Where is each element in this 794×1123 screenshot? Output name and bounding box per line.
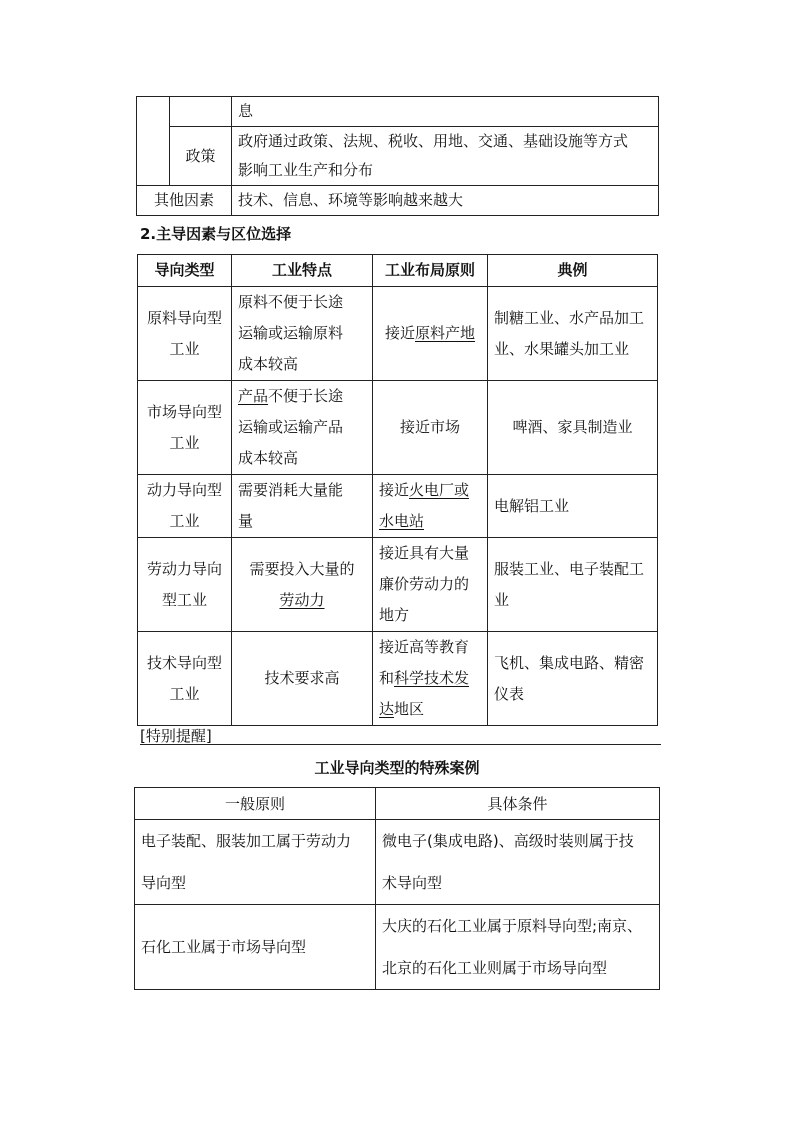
table-row <box>138 381 658 475</box>
type-line: 工业 <box>169 684 200 703</box>
principle-line <box>379 663 481 694</box>
header-example: 典例 <box>488 255 658 287</box>
feature-text: 不便于长途 <box>268 387 344 405</box>
section-heading: 2.主导因素与区位选择 <box>140 225 292 243</box>
principle-line: 地方 <box>379 606 410 624</box>
policy-label: 政策 <box>170 127 232 186</box>
feature-cell <box>232 287 373 381</box>
header-specific-condition: 具体条件 <box>376 788 660 820</box>
other-factors-label: 其他因素 <box>137 186 232 216</box>
example-cell <box>488 632 658 726</box>
principle-line: 导向型 <box>141 874 187 892</box>
table-row <box>135 905 660 990</box>
example-cell: 电解铝工业 <box>488 475 658 538</box>
type-line: 型工业 <box>161 590 207 609</box>
special-cases-table <box>134 787 660 990</box>
policy-text-line: 影响工业生产和分布 <box>238 161 374 179</box>
condition-cell <box>376 905 660 990</box>
feature-underlined: 劳动力 <box>279 590 325 609</box>
condition-line: 北京的石化工业则属于市场导向型 <box>382 959 608 977</box>
type-cell <box>138 632 232 726</box>
type-line: 技术导向型 <box>146 653 222 672</box>
condition-line: 微电子(集成电路)、高级时装则属于技 <box>382 832 634 850</box>
header-feature: 工业特点 <box>232 255 373 287</box>
feature-line: 成本较高 <box>238 355 299 373</box>
header-general-principle: 一般原则 <box>135 788 376 820</box>
principle-text: 接近 <box>379 481 410 499</box>
feature-cell <box>232 381 373 475</box>
special-reminder-label: [特别提醒] <box>140 726 661 745</box>
factors-table-continued <box>136 96 659 216</box>
table-row <box>138 475 658 538</box>
other-factors-text: 技术、信息、环境等影响越来越大 <box>232 186 659 216</box>
feature-line: 运输或运输原料 <box>238 324 344 342</box>
principle-line <box>379 475 481 506</box>
feature-line: 成本较高 <box>238 449 299 467</box>
principle-cell <box>373 538 488 632</box>
principle-underlined: 达 <box>379 700 395 718</box>
principle-line: 接近具有大量 <box>379 544 470 562</box>
table-row <box>138 287 658 381</box>
type-line: 劳动力导向 <box>146 559 222 578</box>
policy-text-line: 政府通过政策、法规、税收、用地、交通、基础设施等方式 <box>238 132 629 150</box>
type-cell <box>138 381 232 475</box>
merged-cell-left <box>137 97 170 186</box>
feature-line: 运输或运输产品 <box>238 418 344 436</box>
principle-cell: 接近市场 <box>373 381 488 475</box>
example-line: 仪表 <box>494 684 525 703</box>
example-cell: 啤酒、家具制造业 <box>488 381 658 475</box>
type-line: 原料导向型 <box>146 308 222 327</box>
type-line: 工业 <box>169 512 200 530</box>
condition-cell <box>376 820 660 905</box>
policy-text <box>232 127 659 186</box>
principle-line <box>379 694 481 725</box>
principle-cell <box>135 820 376 905</box>
header-principle: 工业布局原则 <box>373 255 488 287</box>
feature-line: 需要消耗大量能 <box>238 481 344 499</box>
continued-text: 息 <box>232 97 659 127</box>
principle-cell <box>373 632 488 726</box>
type-line: 动力导向型 <box>146 481 222 499</box>
type-cell <box>138 538 232 632</box>
feature-line: 需要投入大量的 <box>249 559 355 578</box>
feature-underlined: 产品 <box>238 387 269 405</box>
table-caption: 工业导向类型的特殊案例 <box>314 759 480 777</box>
orientation-types-table <box>137 254 658 726</box>
condition-line: 术导向型 <box>382 874 443 892</box>
type-line: 工业 <box>169 433 200 452</box>
example-line: 飞机、集成电路、精密 <box>494 653 645 672</box>
principle-line: 电子装配、服装加工属于劳动力 <box>141 832 352 850</box>
principle-text: 接近 <box>384 324 415 342</box>
principle-text: 地区 <box>394 700 425 718</box>
principle-underlined: 火电厂或 <box>409 481 470 499</box>
principle-line: 接近高等教育 <box>379 638 470 656</box>
feature-cell <box>232 475 373 538</box>
table-row <box>135 820 660 905</box>
principle-cell <box>373 475 488 538</box>
example-line: 业、水果罐头加工业 <box>494 339 630 358</box>
feature-cell <box>232 538 373 632</box>
type-cell <box>138 287 232 381</box>
example-line: 服装工业、电子装配工 <box>494 559 645 578</box>
principle-cell <box>373 287 488 381</box>
table-row <box>138 632 658 726</box>
example-cell <box>488 538 658 632</box>
example-cell <box>488 287 658 381</box>
principle-underlined: 原料产地 <box>415 324 476 342</box>
example-line: 制糖工业、水产品加工 <box>494 308 645 327</box>
feature-cell: 技术要求高 <box>232 632 373 726</box>
principle-underlined: 科学技术发 <box>394 669 470 687</box>
condition-line: 大庆的石化工业属于原料导向型;南京、 <box>382 917 643 935</box>
feature-line: 原料不便于长途 <box>238 293 344 311</box>
feature-line <box>238 381 366 412</box>
principle-line: 廉价劳动力的 <box>379 575 470 593</box>
feature-line: 量 <box>238 512 254 530</box>
type-cell <box>138 475 232 538</box>
table-row <box>138 538 658 632</box>
principle-underlined: 水电站 <box>379 512 425 530</box>
principle-text: 和 <box>379 669 395 687</box>
principle-line <box>379 506 481 537</box>
principle-cell: 石化工业属于市场导向型 <box>135 905 376 990</box>
blank-label-cell <box>170 97 232 127</box>
example-line: 业 <box>494 590 510 609</box>
header-type: 导向类型 <box>138 255 232 287</box>
type-line: 工业 <box>169 339 200 358</box>
type-line: 市场导向型 <box>146 402 222 421</box>
